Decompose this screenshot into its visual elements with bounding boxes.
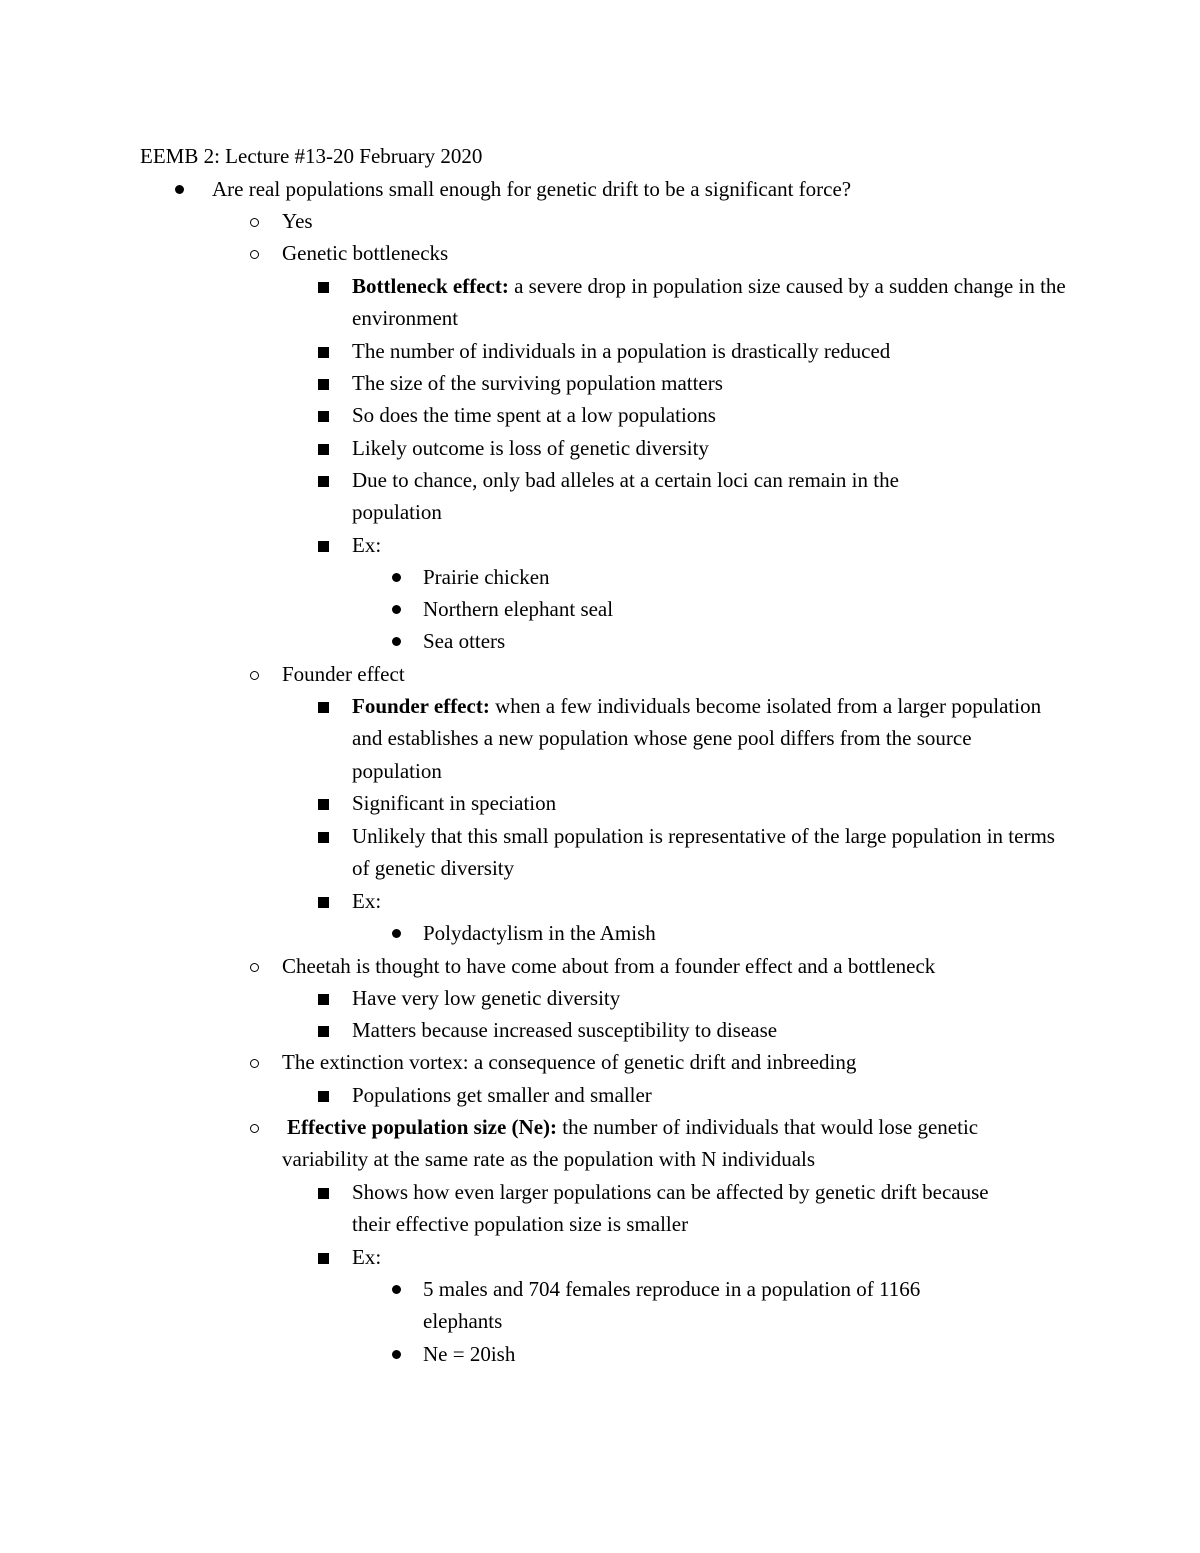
list-item-text: So does the time spent at a low populations [352, 403, 716, 427]
list-item-example [423, 593, 1073, 625]
square-bullet-icon [318, 994, 329, 1005]
list-item-example-label [352, 885, 1072, 917]
square-bullet-icon [318, 282, 329, 293]
square-bullet-icon [318, 541, 329, 552]
list-item-text: Sea otters [423, 629, 506, 653]
list-item-text: Ex: [352, 889, 382, 913]
hollow-bullet-icon [250, 218, 259, 227]
list-item-bottlenecks [282, 237, 1072, 269]
definition-text: when a few individuals become isolated from a larger population and establishes a new population whose gene pool differs from the source population [352, 694, 1042, 783]
list-item-text: The size of the surviving population matters [352, 371, 723, 395]
square-bullet-icon [318, 799, 329, 810]
definition-text: a severe drop in population size caused by a sudden change in the environment [352, 274, 1066, 331]
list-item-text: Genetic bottlenecks [282, 241, 449, 265]
list-item [352, 367, 1072, 399]
list-item-text: The number of individuals in a population is drastically reduced [352, 339, 891, 363]
list-item-text: Founder effect [282, 662, 405, 686]
list-item-founder [282, 658, 1072, 690]
bullet-icon [175, 185, 184, 194]
list-item [352, 399, 1072, 431]
list-item [352, 1079, 1072, 1111]
list-item-text: Yes [282, 209, 313, 233]
list-item [352, 787, 1072, 819]
square-bullet-icon [318, 411, 329, 422]
list-item-example [423, 1273, 1003, 1338]
list-item-text: Prairie chicken [423, 565, 550, 589]
list-item-text: Due to chance, only bad alleles at a certain loci can remain in the population [352, 468, 899, 525]
list-item [352, 464, 992, 529]
list-item-example [423, 561, 1073, 593]
square-bullet-icon [318, 832, 329, 843]
list-item-effective-population [282, 1111, 1002, 1176]
list-item-text: The extinction vortex: a consequence of genetic drift and inbreeding [282, 1050, 857, 1074]
list-item-founder-definition [352, 690, 1062, 787]
list-item-text: Ex: [352, 1245, 382, 1269]
bullet-icon [392, 637, 401, 646]
list-item [352, 820, 1067, 885]
list-item [352, 1014, 1072, 1046]
bullet-icon [392, 1285, 401, 1294]
definition-term: Effective population size (Ne): [287, 1115, 558, 1139]
list-item-bottleneck-definition [352, 270, 1072, 335]
definition-term: Founder effect: [352, 694, 490, 718]
list-item-text: Northern elephant seal [423, 597, 614, 621]
square-bullet-icon [318, 1188, 329, 1199]
hollow-bullet-icon [250, 1124, 259, 1133]
definition-text: the number of individuals that would lose genetic variability at the same rate as the population with N individuals [282, 1115, 979, 1172]
hollow-bullet-icon [250, 671, 259, 680]
hollow-bullet-icon [250, 250, 259, 259]
list-item-text: Polydactylism in the Amish [423, 921, 656, 945]
list-item [352, 1176, 1012, 1241]
list-item-example [423, 625, 1073, 657]
list-item-text: Matters because increased susceptibility to disease [352, 1018, 778, 1042]
page-title: EEMB 2: Lecture #13-20 February 2020 [140, 144, 483, 168]
list-item-text: Ne = 20ish [423, 1342, 516, 1366]
square-bullet-icon [318, 897, 329, 908]
list-item-text: Are real populations small enough for genetic drift to be a significant force? [212, 177, 852, 201]
list-item-example-label [352, 1241, 1072, 1273]
list-item-text: Have very low genetic diversity [352, 986, 621, 1010]
list-item-text: Ex: [352, 533, 382, 557]
list-item [352, 432, 1072, 464]
list-item-text: Cheetah is thought to have come about from a founder effect and a bottleneck [282, 954, 936, 978]
square-bullet-icon [318, 1253, 329, 1264]
list-item-text: Significant in speciation [352, 791, 557, 815]
square-bullet-icon [318, 476, 329, 487]
list-item-cheetah [282, 950, 1072, 982]
list-item [352, 335, 1072, 367]
list-item-text: Unlikely that this small population is representative of the large population in terms of genetic diversity [352, 824, 1055, 881]
bullet-icon [392, 1350, 401, 1359]
list-item-text: Populations get smaller and smaller [352, 1083, 652, 1107]
list-item-question [212, 173, 1072, 205]
bullet-icon [392, 605, 401, 614]
square-bullet-icon [318, 444, 329, 455]
list-item-vortex [282, 1046, 1072, 1078]
definition-term: Bottleneck effect: [352, 274, 509, 298]
square-bullet-icon [318, 347, 329, 358]
list-item-example-label [352, 529, 1072, 561]
list-item-example [423, 917, 1073, 949]
list-item-example [423, 1338, 1073, 1370]
square-bullet-icon [318, 379, 329, 390]
list-item [352, 982, 1072, 1014]
hollow-bullet-icon [250, 1059, 259, 1068]
list-item-text: Shows how even larger populations can be affected by genetic drift because their effective population size is smaller [352, 1180, 989, 1237]
list-item-yes [282, 205, 1072, 237]
square-bullet-icon [318, 1026, 329, 1037]
list-item-text: Likely outcome is loss of genetic diversity [352, 436, 709, 460]
hollow-bullet-icon [250, 963, 259, 972]
bullet-icon [392, 573, 401, 582]
list-item-text: 5 males and 704 females reproduce in a population of 1166 elephants [423, 1277, 921, 1334]
square-bullet-icon [318, 1091, 329, 1102]
square-bullet-icon [318, 702, 329, 713]
bullet-icon [392, 929, 401, 938]
